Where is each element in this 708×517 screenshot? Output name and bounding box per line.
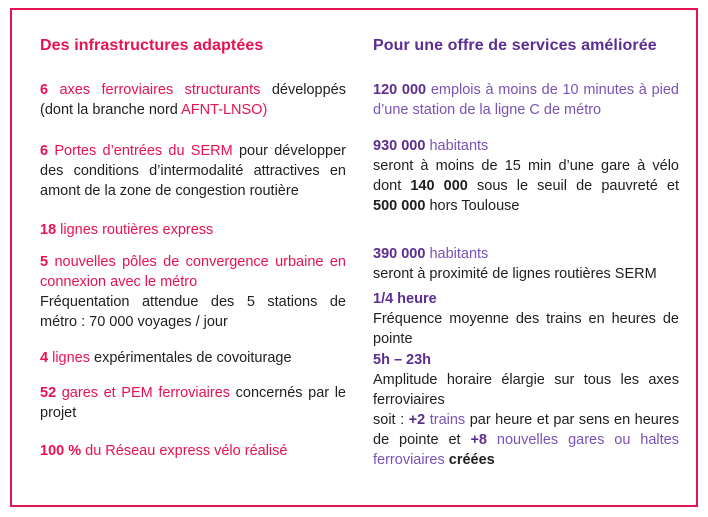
text-segment: 5h – 23h (373, 352, 432, 368)
stat-amplitude-horaire (373, 350, 679, 470)
text-segment: +2 (408, 412, 426, 428)
stat-gares-pem-ferroviaires (40, 383, 346, 423)
text-segment: concernés par le projet (40, 385, 346, 421)
text-segment: AFNT-LNSO) (181, 102, 268, 118)
text-segment: 390 000 (373, 246, 426, 262)
text-segment: 140 000 (410, 178, 468, 194)
stat-lignes-covoiturage (40, 348, 346, 368)
text-segment: lignes routières express (56, 222, 214, 238)
text-segment: 500 000 (373, 198, 426, 214)
text-segment: 1/4 heure (373, 291, 437, 307)
infographic-panel (10, 8, 698, 507)
text-segment: Fréquentation attendue des 5 stations de métro : 70 000 voyages / jour (40, 294, 346, 330)
text-segment: trains (425, 412, 470, 428)
text-segment: par heure et par sens en heures de pointe et (373, 412, 679, 448)
text-segment: 120 000 (373, 82, 427, 98)
text-segment: habitants (425, 246, 489, 262)
text-segment: +8 (470, 432, 487, 448)
text-segment: du Réseau express vélo réalisé (81, 443, 288, 459)
text-segment: 930 000 (373, 138, 426, 154)
text-segment: gares et PEM ferroviaires (56, 385, 236, 401)
text-segment: 4 (40, 350, 49, 366)
text-segment: expérimentales de covoiturage (94, 350, 292, 366)
services-column-title: Pour une offre de services améliorée (373, 37, 657, 54)
text-segment: soit : (373, 412, 409, 428)
stat-portes-entrees-serm (40, 141, 346, 201)
text-segment: nouvelles pôles de convergence urbaine en connexion avec le métro (40, 254, 346, 290)
text-segment: 6 (40, 82, 49, 98)
stat-lignes-routieres-express (40, 220, 346, 240)
stat-frequence-trains (373, 289, 679, 349)
text-segment: lignes (48, 350, 95, 366)
text-segment: 52 (40, 385, 57, 401)
stat-habitants-gare-velo (373, 136, 679, 216)
text-segment: 5 (40, 254, 49, 270)
stat-poles-convergence-urbaine (40, 252, 346, 332)
text-segment: pour développer des conditions d’intermodalité attractives en amont de la zone de congestion routière (40, 143, 346, 199)
text-segment: habitants (425, 138, 489, 154)
stat-habitants-lignes-serm (373, 244, 679, 284)
text-segment: 100 % (40, 443, 82, 459)
text-segment: sous le seuil de pauvreté et (467, 178, 680, 194)
text-segment: seront à proximité de lignes routières SERM (373, 266, 657, 282)
text-segment: axes ferroviaires structurants (48, 82, 272, 98)
stat-reseau-express-velo (40, 441, 346, 461)
stat-axes-ferroviaires (40, 80, 346, 120)
text-segment: 18 (40, 222, 57, 238)
text-segment: créées (448, 452, 495, 468)
text-segment: nouvelles gares ou haltes ferroviaires (373, 432, 679, 468)
infrastructure-column (40, 36, 346, 505)
services-column (373, 36, 679, 505)
text-segment: emplois à moins de 10 minutes à pied d’une station de la ligne C de métro (373, 82, 679, 118)
infrastructure-column-title: Des infrastructures adaptées (40, 37, 264, 54)
text-segment: Amplitude horaire élargie sur tous les axes ferroviaires (373, 372, 679, 408)
text-segment: 6 (40, 143, 49, 159)
text-segment: hors Toulouse (425, 198, 520, 214)
text-segment: Portes d’entrées du SERM (48, 143, 239, 159)
stat-emplois-ligne-c (373, 80, 679, 120)
text-segment: développés (dont la branche nord (40, 82, 346, 118)
text-segment: Fréquence moyenne des trains en heures de pointe (373, 311, 679, 347)
text-segment: seront à moins de 15 min d’une gare à vélo dont (373, 158, 679, 194)
